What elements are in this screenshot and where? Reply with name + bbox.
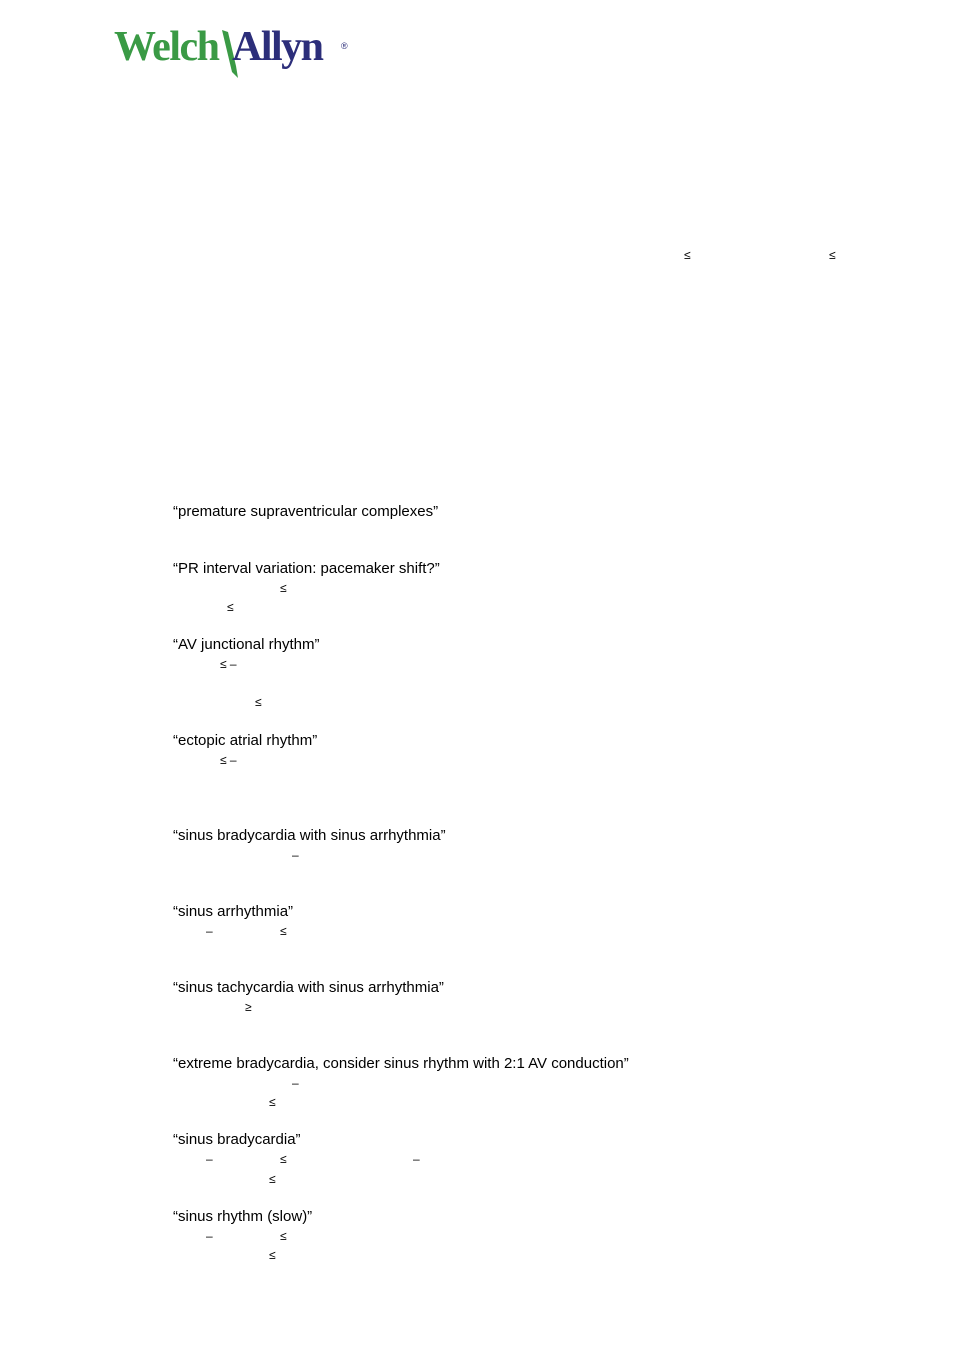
- sinus-rhythm-slow-symbol-3: ≤: [269, 1248, 276, 1262]
- sinus-brady-symbol-3: –: [413, 1152, 420, 1166]
- heading-sinus-tachycardia-arrhythmia: “sinus tachycardia with sinus arrhythmia”: [173, 979, 444, 996]
- logo-welch-text: Welch: [114, 24, 219, 70]
- sinus-arrhythmia-symbol-1: –: [206, 924, 213, 938]
- sinus-tachy-arrhythmia-symbol-1: ≥: [245, 1000, 252, 1014]
- header-le-symbol-2: ≤: [829, 248, 836, 262]
- ectopic-atrial-symbol-1: ≤ –: [220, 753, 237, 767]
- sinus-brady-symbol-1: –: [206, 1152, 213, 1166]
- sinus-rhythm-slow-symbol-1: –: [206, 1229, 213, 1243]
- extreme-brady-symbol-1: –: [292, 1076, 299, 1090]
- av-junctional-symbol-1: ≤ –: [220, 657, 237, 671]
- heading-premature-supraventricular: “premature supraventricular complexes”: [173, 503, 439, 520]
- heading-sinus-bradycardia-arrhythmia: “sinus bradycardia with sinus arrhythmia”: [173, 827, 446, 844]
- header-le-symbol-1: ≤: [684, 248, 691, 262]
- logo-registered-mark: ®: [341, 41, 348, 51]
- sinus-brady-arrhythmia-symbol-1: –: [292, 848, 299, 862]
- av-junctional-symbol-2: ≤: [255, 695, 262, 709]
- sinus-arrhythmia-symbol-2: ≤: [280, 924, 287, 938]
- sinus-brady-symbol-4: ≤: [269, 1172, 276, 1186]
- heading-sinus-rhythm-slow: “sinus rhythm (slow)”: [173, 1208, 313, 1225]
- extreme-brady-symbol-2: ≤: [269, 1095, 276, 1109]
- welch-allyn-logo: [114, 22, 354, 82]
- logo-allyn-text: Allyn: [232, 24, 323, 70]
- heading-sinus-arrhythmia: “sinus arrhythmia”: [173, 903, 294, 920]
- pr-variation-symbol-2: ≤: [227, 600, 234, 614]
- heading-pr-interval-variation: “PR interval variation: pacemaker shift?”: [173, 560, 440, 577]
- heading-sinus-bradycardia: “sinus bradycardia”: [173, 1131, 301, 1148]
- pr-variation-symbol-1: ≤: [280, 581, 287, 595]
- heading-ectopic-atrial-rhythm: “ectopic atrial rhythm”: [173, 732, 318, 749]
- heading-av-junctional-rhythm: “AV junctional rhythm”: [173, 636, 320, 653]
- sinus-brady-symbol-2: ≤: [280, 1152, 287, 1166]
- heading-extreme-bradycardia: “extreme bradycardia, consider sinus rhythm with 2:1 AV conduction”: [173, 1055, 629, 1072]
- sinus-rhythm-slow-symbol-2: ≤: [280, 1229, 287, 1243]
